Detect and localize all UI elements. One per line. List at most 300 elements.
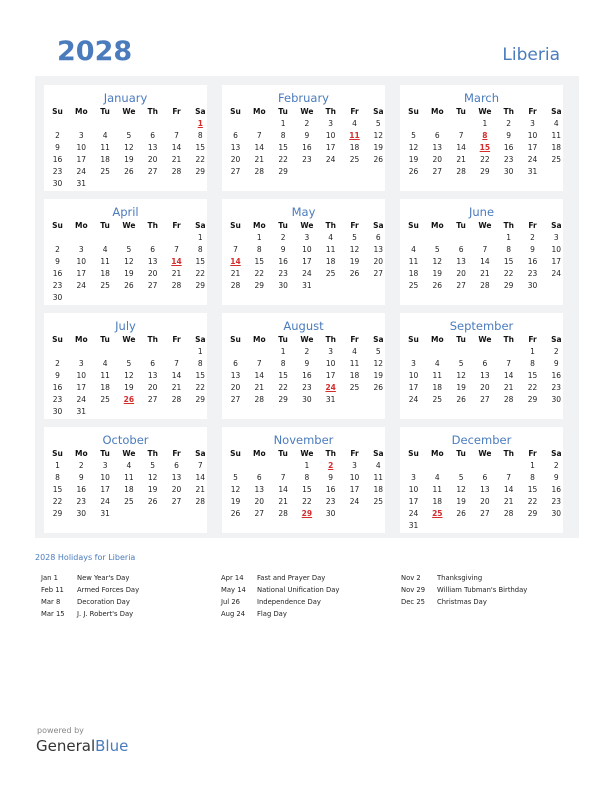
day-cell: 30 xyxy=(278,281,288,290)
weekday-header: Su xyxy=(230,107,241,116)
day-cell: 3 xyxy=(78,131,84,140)
day-cell: 4 xyxy=(375,461,381,470)
day-cell: 20 xyxy=(230,383,241,392)
weekday-header: Su xyxy=(230,449,241,458)
weekday-header: We xyxy=(300,107,314,116)
day-cell: 21 xyxy=(230,269,241,278)
weekday-header: Sa xyxy=(195,449,206,458)
day-cell: 26 xyxy=(373,155,384,164)
day-cell: 27 xyxy=(480,395,490,404)
day-cell: 24 xyxy=(551,269,562,278)
day-cell: 8 xyxy=(530,359,535,368)
day-cell: 16 xyxy=(278,257,288,266)
generalblue-logo xyxy=(36,737,128,755)
day-cell: 2 xyxy=(55,131,60,140)
month-title: June xyxy=(468,205,495,219)
day-cell: 12 xyxy=(373,359,384,368)
day-cell: 19 xyxy=(124,383,134,392)
day-cell: 3 xyxy=(352,461,357,470)
day-cell: 8 xyxy=(280,359,286,368)
day-cell: 21 xyxy=(171,269,182,278)
day-cell: 9 xyxy=(55,371,60,380)
day-cell: 18 xyxy=(100,383,110,392)
holiday-name: Thanksgiving xyxy=(437,574,483,582)
day-cell: 18 xyxy=(124,485,134,494)
day-cell: 10 xyxy=(408,371,419,380)
weekday-header: Tu xyxy=(278,107,288,116)
day-cell: 24 xyxy=(302,269,312,278)
day-cell: 16 xyxy=(325,485,336,494)
day-cell: 20 xyxy=(456,269,466,278)
day-cell: 18 xyxy=(551,143,562,152)
month-title: January xyxy=(103,91,148,105)
holiday-date: Mar 8 xyxy=(41,598,61,606)
day-cell: 3 xyxy=(304,233,310,242)
day-cell: 25 xyxy=(551,155,562,164)
day-cell: 22 xyxy=(195,269,206,278)
day-cell: 19 xyxy=(456,383,466,392)
day-cell: 1 xyxy=(55,461,60,470)
day-cell: 17 xyxy=(76,383,87,392)
day-cell: 12 xyxy=(124,371,134,380)
day-cell: 16 xyxy=(76,485,87,494)
day-cell: 5 xyxy=(458,473,464,482)
day-cell: 2 xyxy=(304,119,310,128)
day-cell: 13 xyxy=(230,371,241,380)
day-cell: 26 xyxy=(147,497,158,506)
day-cell: 22 xyxy=(480,155,490,164)
day-cell: 8 xyxy=(506,245,512,254)
day-cell: 10 xyxy=(527,131,538,140)
weekday-header: Mo xyxy=(74,107,88,116)
day-cell: 4 xyxy=(328,233,334,242)
month-march xyxy=(400,85,563,191)
weekday-header: Tu xyxy=(100,221,110,230)
day-cell: 23 xyxy=(52,395,63,404)
day-cell: 7 xyxy=(506,359,512,368)
day-cell: 6 xyxy=(233,131,238,140)
weekday-header: Mo xyxy=(430,335,444,344)
day-cell: 28 xyxy=(254,395,265,404)
day-cell: 5 xyxy=(434,245,440,254)
day-cell: 23 xyxy=(76,497,87,506)
weekday-header: Tu xyxy=(456,449,466,458)
day-cell: 7 xyxy=(506,473,512,482)
day-cell: 13 xyxy=(432,143,443,152)
holiday-name: Fast and Prayer Day xyxy=(257,574,326,582)
day-cell: 10 xyxy=(76,371,87,380)
day-cell: 16 xyxy=(52,383,63,392)
weekday-header: Su xyxy=(52,107,63,116)
month-august xyxy=(222,313,385,419)
holiday-day-cell: 26 xyxy=(123,395,135,404)
day-cell: 3 xyxy=(530,119,535,128)
day-cell: 6 xyxy=(482,473,488,482)
day-cell: 27 xyxy=(373,269,384,278)
day-cell: 13 xyxy=(254,485,265,494)
weekday-header: Sa xyxy=(551,221,562,230)
day-cell: 23 xyxy=(52,167,63,176)
day-cell: 24 xyxy=(100,497,110,506)
day-cell: 25 xyxy=(408,281,419,290)
day-cell: 15 xyxy=(527,485,538,494)
day-cell: 26 xyxy=(408,167,419,176)
day-cell: 3 xyxy=(553,233,559,242)
day-cell: 6 xyxy=(375,233,381,242)
day-cell: 23 xyxy=(302,155,312,164)
day-cell: 5 xyxy=(126,359,132,368)
holiday-name: Armed Forces Day xyxy=(77,586,140,594)
powered-by-text: powered by xyxy=(37,726,84,735)
day-cell: 26 xyxy=(124,167,134,176)
day-cell: 8 xyxy=(197,131,203,140)
day-cell: 28 xyxy=(195,497,206,506)
day-cell: 12 xyxy=(456,371,466,380)
day-cell: 15 xyxy=(195,371,206,380)
day-cell: 5 xyxy=(233,473,238,482)
weekday-header: Tu xyxy=(278,335,288,344)
day-cell: 1 xyxy=(197,347,203,356)
month-title: October xyxy=(102,433,149,447)
day-cell: 17 xyxy=(349,485,360,494)
day-cell: 9 xyxy=(304,359,310,368)
day-cell: 29 xyxy=(527,509,538,518)
day-cell: 21 xyxy=(195,485,206,494)
day-cell: 30 xyxy=(527,281,538,290)
day-cell: 8 xyxy=(280,131,286,140)
day-cell: 30 xyxy=(325,509,336,518)
day-cell: 29 xyxy=(195,281,206,290)
day-cell: 15 xyxy=(302,485,312,494)
day-cell: 10 xyxy=(408,485,419,494)
day-cell: 4 xyxy=(126,461,132,470)
day-cell: 8 xyxy=(55,473,60,482)
day-cell: 16 xyxy=(503,143,514,152)
day-cell: 16 xyxy=(527,257,538,266)
day-cell: 20 xyxy=(147,155,158,164)
day-cell: 25 xyxy=(432,395,443,404)
day-cell: 31 xyxy=(302,281,312,290)
weekday-header: Mo xyxy=(430,221,444,230)
day-cell: 12 xyxy=(373,131,384,140)
day-cell: 19 xyxy=(147,485,158,494)
day-cell: 1 xyxy=(506,233,512,242)
day-cell: 31 xyxy=(325,395,336,404)
day-cell: 4 xyxy=(352,347,357,356)
day-cell: 5 xyxy=(150,461,156,470)
weekday-header: Su xyxy=(52,335,63,344)
weekday-header: Su xyxy=(52,221,63,230)
brand-general: General xyxy=(36,737,96,755)
day-cell: 28 xyxy=(503,509,514,518)
day-cell: 27 xyxy=(480,509,490,518)
day-cell: 14 xyxy=(171,143,182,152)
weekday-header: Fr xyxy=(172,449,181,458)
holiday-date: Apr 14 xyxy=(221,574,244,582)
month-title: February xyxy=(278,91,329,105)
day-cell: 30 xyxy=(503,167,514,176)
day-cell: 11 xyxy=(325,245,336,254)
month-july xyxy=(44,313,207,419)
day-cell: 2 xyxy=(304,347,310,356)
day-cell: 29 xyxy=(52,509,63,518)
day-cell: 4 xyxy=(352,119,357,128)
day-cell: 22 xyxy=(52,497,63,506)
day-cell: 6 xyxy=(434,131,440,140)
day-cell: 13 xyxy=(230,143,241,152)
day-cell: 11 xyxy=(432,371,443,380)
day-cell: 18 xyxy=(349,371,360,380)
day-cell: 10 xyxy=(325,131,336,140)
weekday-header: Su xyxy=(408,335,419,344)
day-cell: 29 xyxy=(480,167,490,176)
weekday-header: Fr xyxy=(172,335,181,344)
holiday-day-cell: 2 xyxy=(328,461,334,470)
weekday-header: Tu xyxy=(278,449,288,458)
month-title: September xyxy=(449,319,514,333)
day-cell: 21 xyxy=(278,497,288,506)
day-cell: 15 xyxy=(195,257,206,266)
day-cell: 7 xyxy=(174,245,179,254)
month-title: July xyxy=(115,319,136,333)
day-cell: 4 xyxy=(553,119,559,128)
day-cell: 7 xyxy=(256,131,262,140)
day-cell: 3 xyxy=(328,119,334,128)
holiday-day-cell: 24 xyxy=(325,383,336,392)
day-cell: 27 xyxy=(230,395,241,404)
weekday-header: Th xyxy=(503,449,514,458)
day-cell: 17 xyxy=(408,497,419,506)
day-cell: 10 xyxy=(551,245,562,254)
day-cell: 27 xyxy=(456,281,466,290)
day-cell: 20 xyxy=(373,257,384,266)
day-cell: 9 xyxy=(55,143,60,152)
day-cell: 22 xyxy=(527,383,538,392)
day-cell: 13 xyxy=(456,257,466,266)
day-cell: 10 xyxy=(302,245,312,254)
day-cell: 9 xyxy=(506,131,512,140)
day-cell: 12 xyxy=(124,257,134,266)
weekday-header: Th xyxy=(503,221,514,230)
day-cell: 25 xyxy=(349,383,360,392)
day-cell: 23 xyxy=(302,383,312,392)
day-cell: 21 xyxy=(254,155,265,164)
day-cell: 1 xyxy=(256,233,262,242)
day-cell: 15 xyxy=(52,485,63,494)
weekday-header: We xyxy=(478,449,492,458)
day-cell: 6 xyxy=(233,359,238,368)
day-cell: 25 xyxy=(349,155,360,164)
day-cell: 9 xyxy=(553,473,559,482)
weekday-header: Th xyxy=(325,449,336,458)
day-cell: 24 xyxy=(527,155,538,164)
day-cell: 11 xyxy=(124,473,134,482)
day-cell: 12 xyxy=(432,257,443,266)
day-cell: 1 xyxy=(197,233,203,242)
country-name: Liberia xyxy=(502,45,560,65)
day-cell: 28 xyxy=(230,281,241,290)
day-cell: 15 xyxy=(278,143,288,152)
weekday-header: Sa xyxy=(195,221,206,230)
day-cell: 26 xyxy=(230,509,241,518)
day-cell: 9 xyxy=(304,131,310,140)
day-cell: 26 xyxy=(373,383,384,392)
day-cell: 24 xyxy=(76,395,87,404)
day-cell: 16 xyxy=(551,485,562,494)
day-cell: 11 xyxy=(349,359,360,368)
weekday-header: Th xyxy=(147,449,158,458)
weekday-header: Fr xyxy=(528,221,537,230)
day-cell: 4 xyxy=(102,359,108,368)
weekday-header: Fr xyxy=(528,335,537,344)
brand-blue: Blue xyxy=(95,737,129,755)
day-cell: 1 xyxy=(530,347,535,356)
holiday-date: Aug 24 xyxy=(221,610,246,618)
day-cell: 17 xyxy=(408,383,419,392)
day-cell: 15 xyxy=(254,257,265,266)
day-cell: 26 xyxy=(349,269,360,278)
day-cell: 6 xyxy=(458,245,464,254)
weekday-header: Tu xyxy=(456,107,466,116)
weekday-header: Sa xyxy=(551,107,562,116)
day-cell: 19 xyxy=(124,155,134,164)
day-cell: 1 xyxy=(280,347,286,356)
day-cell: 21 xyxy=(456,155,466,164)
month-june xyxy=(400,199,563,305)
day-cell: 24 xyxy=(408,395,419,404)
day-cell: 16 xyxy=(302,143,312,152)
day-cell: 24 xyxy=(76,281,87,290)
day-cell: 28 xyxy=(503,395,514,404)
month-may xyxy=(222,199,385,305)
day-cell: 7 xyxy=(458,131,464,140)
weekday-header: Fr xyxy=(528,449,537,458)
weekday-header: Th xyxy=(503,335,514,344)
month-december xyxy=(400,427,563,533)
day-cell: 27 xyxy=(230,167,241,176)
weekday-header: Th xyxy=(325,107,336,116)
day-cell: 28 xyxy=(278,509,288,518)
day-cell: 23 xyxy=(551,497,562,506)
day-cell: 17 xyxy=(302,257,312,266)
day-cell: 19 xyxy=(373,143,384,152)
weekday-header: Su xyxy=(52,449,63,458)
weekday-header: Sa xyxy=(373,449,384,458)
day-cell: 21 xyxy=(503,383,514,392)
weekday-header: Su xyxy=(230,221,241,230)
holiday-day-cell: 1 xyxy=(197,119,203,128)
day-cell: 3 xyxy=(78,245,84,254)
month-title: November xyxy=(273,433,334,447)
weekday-header: Th xyxy=(325,221,336,230)
weekday-header: Fr xyxy=(172,107,181,116)
day-cell: 4 xyxy=(102,131,108,140)
day-cell: 6 xyxy=(150,131,156,140)
day-cell: 1 xyxy=(482,119,488,128)
day-cell: 7 xyxy=(174,359,179,368)
day-cell: 19 xyxy=(408,155,419,164)
weekday-header: Su xyxy=(408,449,419,458)
holiday-name: J. J. Robert's Day xyxy=(77,610,134,618)
weekday-header: We xyxy=(122,221,136,230)
day-cell: 6 xyxy=(482,359,488,368)
day-cell: 8 xyxy=(530,473,535,482)
day-cell: 18 xyxy=(325,257,336,266)
day-cell: 30 xyxy=(302,395,312,404)
weekday-header: Sa xyxy=(373,107,384,116)
day-cell: 29 xyxy=(278,167,288,176)
day-cell: 31 xyxy=(76,407,87,416)
day-cell: 29 xyxy=(527,395,538,404)
day-cell: 6 xyxy=(174,461,179,470)
holidays-title: 2028 Holidays for Liberia xyxy=(35,553,136,562)
holiday-day-cell: 11 xyxy=(349,131,360,140)
weekday-header: Su xyxy=(230,335,241,344)
day-cell: 16 xyxy=(52,269,63,278)
day-cell: 17 xyxy=(76,155,87,164)
weekday-header: We xyxy=(300,221,314,230)
day-cell: 22 xyxy=(503,269,514,278)
day-cell: 16 xyxy=(302,371,312,380)
weekday-header: We xyxy=(300,449,314,458)
holiday-day-cell: 29 xyxy=(301,509,313,518)
weekday-header: We xyxy=(122,107,136,116)
month-title: April xyxy=(112,205,139,219)
day-cell: 19 xyxy=(373,371,384,380)
weekday-header: Mo xyxy=(252,107,266,116)
day-cell: 9 xyxy=(530,245,535,254)
day-cell: 14 xyxy=(254,143,265,152)
day-cell: 9 xyxy=(78,473,84,482)
day-cell: 26 xyxy=(456,509,466,518)
day-cell: 23 xyxy=(52,281,63,290)
day-cell: 17 xyxy=(325,143,336,152)
day-cell: 2 xyxy=(55,245,60,254)
day-cell: 21 xyxy=(171,155,182,164)
day-cell: 15 xyxy=(527,371,538,380)
day-cell: 12 xyxy=(456,485,466,494)
day-cell: 14 xyxy=(503,485,514,494)
weekday-header: Th xyxy=(147,221,158,230)
day-cell: 15 xyxy=(503,257,514,266)
day-cell: 2 xyxy=(553,461,559,470)
day-cell: 22 xyxy=(278,383,288,392)
day-cell: 8 xyxy=(197,359,203,368)
month-april xyxy=(44,199,207,305)
day-cell: 30 xyxy=(52,179,63,188)
month-title: May xyxy=(291,205,316,219)
day-cell: 29 xyxy=(195,395,206,404)
day-cell: 7 xyxy=(174,131,179,140)
holiday-name: New Year's Day xyxy=(77,574,130,582)
day-cell: 23 xyxy=(503,155,514,164)
weekday-header: We xyxy=(478,335,492,344)
day-cell: 14 xyxy=(171,371,182,380)
weekday-header: Th xyxy=(503,107,514,116)
weekday-header: Fr xyxy=(172,221,181,230)
holiday-day-cell: 14 xyxy=(230,257,241,266)
weekday-header: Sa xyxy=(195,107,206,116)
day-cell: 8 xyxy=(256,245,262,254)
day-cell: 29 xyxy=(503,281,514,290)
weekday-header: Sa xyxy=(195,335,206,344)
day-cell: 16 xyxy=(551,371,562,380)
weekday-header: Mo xyxy=(252,221,266,230)
month-title: August xyxy=(283,319,324,333)
day-cell: 14 xyxy=(503,371,514,380)
day-cell: 2 xyxy=(506,119,512,128)
day-cell: 18 xyxy=(408,269,419,278)
